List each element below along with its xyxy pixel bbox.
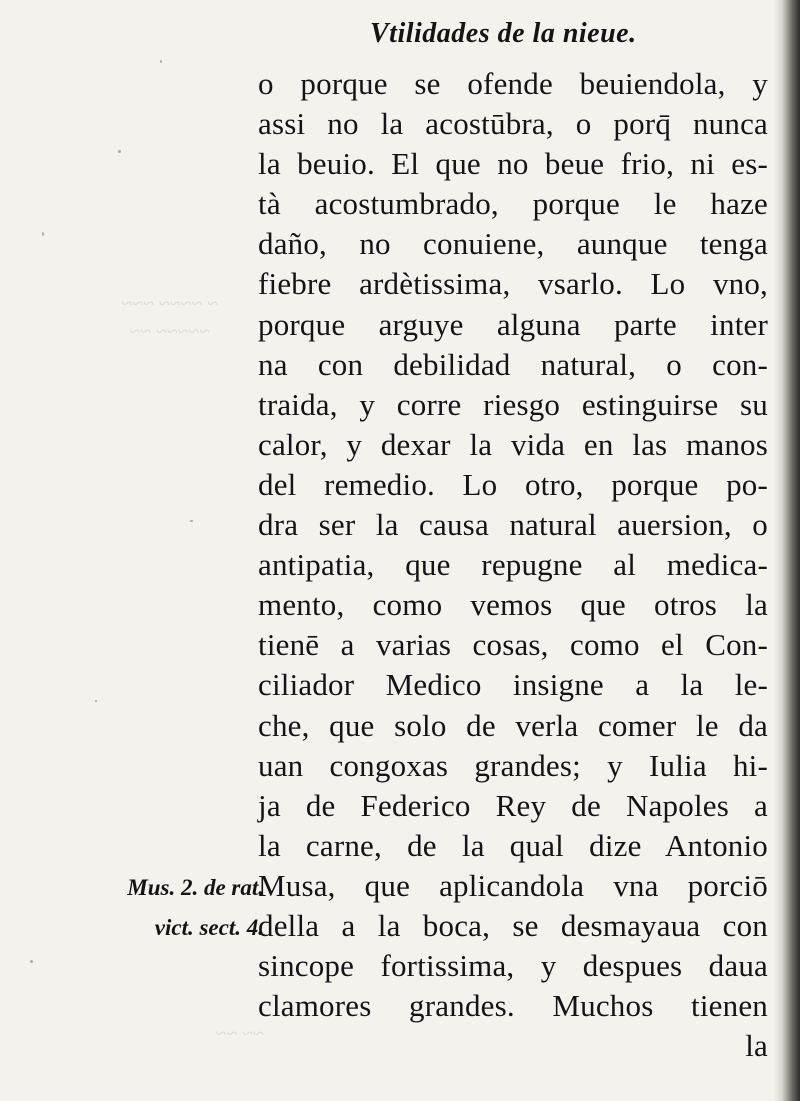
marginal-note [64, 868, 264, 948]
text-line: daño, no conuiene, aunque tenga [258, 226, 768, 262]
text-line: na con debilidad natural, o con- [258, 346, 768, 382]
text-line: uan congoxas grandes; y Iulia hi- [258, 747, 768, 783]
text-line: sincope fortissima, y despues daua [258, 948, 768, 984]
text-line: fiebre ardètissima, vsarlo. Lo vno, [258, 266, 768, 302]
running-head: Vtilidades de la nieue. [370, 18, 637, 49]
body-text [258, 64, 768, 1066]
bleed-through-marks-bottom: ~~ ~~ [215, 1023, 265, 1045]
text-line: ciliador Medico insigne a la le- [258, 667, 768, 703]
text-line: mento, como vemos que otros la [258, 587, 768, 623]
bleed-through-marks: ~ ~~~~ ~~~ ~~~~~ ~~ [121, 293, 219, 343]
text-line: Musa, que aplicandola vna porciō [258, 867, 768, 903]
text-line: del remedio. Lo otro, porque po- [258, 466, 768, 502]
text-line: clamores grandes. Muchos tienen [258, 988, 768, 1024]
text-line: la carne, de la qual dize Antonio [258, 827, 768, 863]
text-line: porque arguye alguna parte inter [258, 306, 768, 342]
text-line: ja de Federico Rey de Napoles a [258, 787, 768, 823]
paper-speck [118, 150, 121, 153]
paper-speck [30, 960, 33, 963]
text-line: che, que solo de verla comer le da [258, 707, 768, 743]
paper-speck [95, 700, 97, 702]
paper-speck [190, 520, 193, 522]
text-line: calor, y dexar la vida en las manos [258, 426, 768, 462]
paper-speck [42, 232, 44, 236]
text-line: dra ser la causa natural auersion, o [258, 507, 768, 543]
page-binding-edge [774, 0, 800, 1101]
marginal-note-line: vict. sect. 4. [154, 915, 264, 940]
text-line: antipatia, que repugne al medica- [258, 547, 768, 583]
paper-speck [160, 60, 162, 63]
text-line: assi no la acostūbra, o porq̄ nunca [258, 106, 768, 142]
text-line: della a la boca, se desmayaua con [258, 907, 768, 943]
marginal-note-line: Mus. 2. de rat. [127, 875, 264, 900]
catchword: la [745, 1028, 768, 1064]
text-line: o porque se ofende beuiendola, y [258, 66, 768, 101]
text-line: la beuio. El que no beue frio, ni es- [258, 146, 768, 182]
text-line: traida, y corre riesgo estinguirse su [258, 386, 768, 422]
text-line: tienē a varias cosas, como el Con- [258, 627, 768, 663]
text-line: tà acostumbrado, porque le haze [258, 186, 768, 222]
